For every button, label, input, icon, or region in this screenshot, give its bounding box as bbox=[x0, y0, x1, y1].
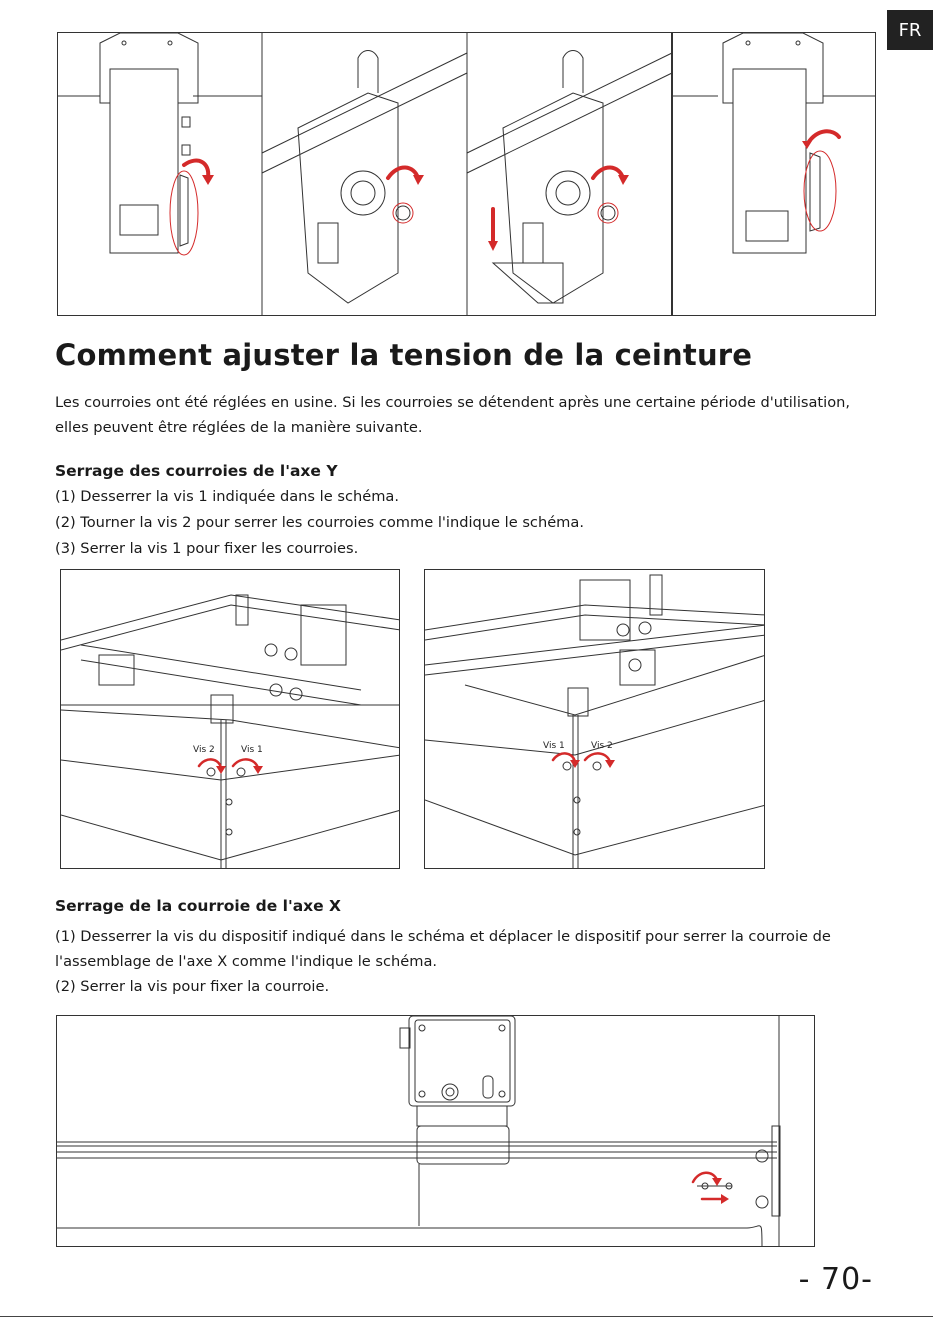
y-axis-left-diagram bbox=[60, 569, 400, 869]
page-number: - 70- bbox=[798, 1262, 873, 1297]
section-y-step-3: (3) Serrer la vis 1 pour fixer les courroies. bbox=[55, 540, 359, 557]
section-y-heading: Serrage des courroies de l'axe Y bbox=[55, 462, 338, 480]
intro-line-1: Les courroies ont été réglées en usine. Si les courroies se détendent après une certaine période d'utilisation, bbox=[55, 394, 851, 411]
section-x-heading: Serrage de la courroie de l'axe X bbox=[55, 897, 342, 915]
left-vis2-label: Vis 2 bbox=[193, 745, 215, 755]
page-title: Comment ajuster la tension de la ceinture bbox=[55, 338, 753, 372]
right-vis1-label: Vis 1 bbox=[543, 741, 565, 751]
left-vis1-label: Vis 1 bbox=[241, 745, 263, 755]
section-y-step-2: (2) Tourner la vis 2 pour serrer les courroies comme l'indique le schéma. bbox=[55, 514, 584, 531]
intro-line-2: elles peuvent être réglées de la manière suivante. bbox=[55, 419, 423, 436]
section-y-step-1: (1) Desserrer la vis 1 indiquée dans le schéma. bbox=[55, 488, 400, 505]
language-tab-label: FR bbox=[898, 19, 922, 41]
right-vis2-label: Vis 2 bbox=[591, 741, 613, 751]
language-tab bbox=[887, 10, 933, 50]
x-axis-drawing bbox=[57, 1016, 815, 1247]
x-axis-diagram bbox=[56, 1015, 815, 1247]
section-x-step-1-cont: l'assemblage de l'axe X comme l'indique le schéma. bbox=[55, 953, 438, 970]
laser-head-diagrams bbox=[58, 33, 876, 316]
section-x-step-1: (1) Desserrer la vis du dispositif indiqué dans le schéma et déplacer le dispositif pour serrer la courroie de bbox=[55, 928, 831, 945]
y-axis-left-drawing bbox=[61, 570, 400, 869]
top-illustration-strip bbox=[57, 32, 876, 316]
y-axis-right-diagram bbox=[424, 569, 765, 869]
section-x-step-2: (2) Serrer la vis pour fixer la courroie. bbox=[55, 978, 330, 995]
page-bottom-rule bbox=[0, 1316, 933, 1317]
y-axis-right-drawing bbox=[425, 570, 765, 869]
